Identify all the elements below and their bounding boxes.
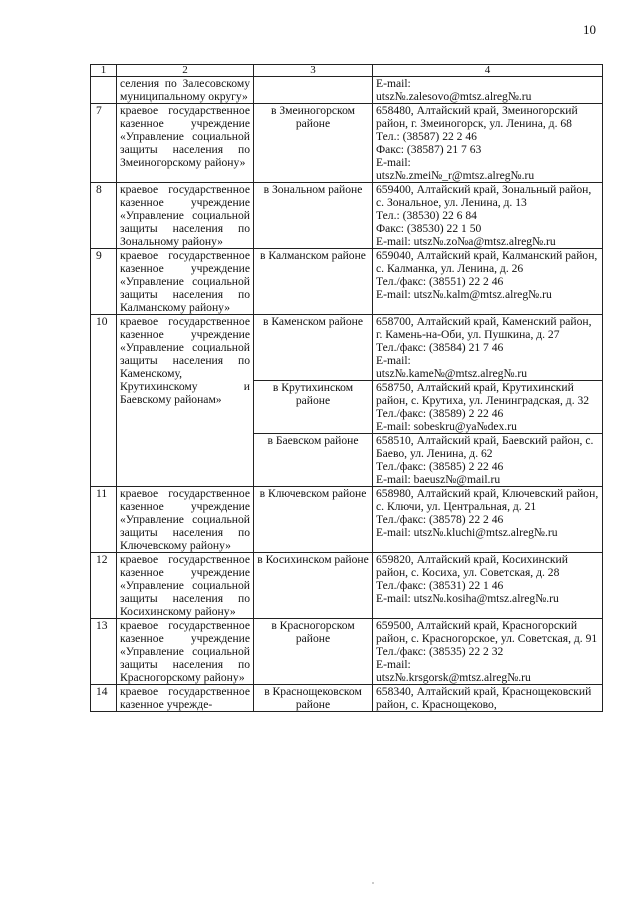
address-cell <box>373 183 603 249</box>
address-line: E-mail: utsz№.kalm@mtsz.alreg№.ru <box>376 288 552 301</box>
address-line: Тел./факс: (38535) 22 2 32 <box>376 645 504 658</box>
column-header: 4 <box>373 65 603 77</box>
district-cell: в Каменском районе <box>254 315 373 381</box>
address-cell <box>373 619 603 685</box>
address-line: E-mail: utsz№.kosiha@mtsz.alreg№.ru <box>376 592 559 605</box>
address-line: Тел./факс: (38585) 2 22 46 <box>376 460 504 473</box>
address-line: E-mail: <box>376 156 411 169</box>
district-cell: в Краснощековском районе <box>254 685 373 712</box>
institutions-table <box>90 64 603 712</box>
institution-name: краевое государственное казенное учреждение «Управление социальной защиты населения по Змеиногорскому району» <box>117 104 254 183</box>
address-cell <box>373 104 603 183</box>
address-line: 658750, Алтайский край, Крутихинский район, с. Крутиха, ул. Ленинградская, д. 32 <box>376 381 590 407</box>
district-cell: в Крутихинском районе <box>254 381 373 434</box>
table-row <box>91 619 603 685</box>
address-cell <box>373 315 603 381</box>
district-cell: в Ключевском районе <box>254 487 373 553</box>
address-line: E-mail: utsz№.zo№a@mtsz.alreg№.ru <box>376 235 556 248</box>
address-line: 658510, Алтайский край, Баевский район, с. Баево, ул. Ленина, д. 62 <box>376 434 594 460</box>
institution-name: селения по Залесовскому муниципальному округу» <box>117 77 254 104</box>
address-line: utsz№.krsgorsk@mtsz.alreg№.ru <box>376 671 531 684</box>
table-row <box>91 249 603 315</box>
address-cell <box>373 77 603 104</box>
column-header: 2 <box>117 65 254 77</box>
address-line: E-mail: baeusz№@mail.ru <box>376 473 501 486</box>
address-line: Факс: (38587) 21 7 63 <box>376 143 482 156</box>
column-header: 3 <box>254 65 373 77</box>
address-line: utsz№.zalesovo@mtsz.alreg№.ru <box>376 90 532 103</box>
institution-name: краевое государственное казенное учреждение «Управление социальной защиты населения по Косихинскому району» <box>117 553 254 619</box>
row-number: 10 <box>91 315 117 487</box>
table-row <box>91 487 603 553</box>
district-cell: в Баевском районе <box>254 434 373 487</box>
table-row <box>91 104 603 183</box>
district-cell: в Калманском районе <box>254 249 373 315</box>
table-row <box>91 183 603 249</box>
address-line: Тел./факс: (38531) 22 1 46 <box>376 579 504 592</box>
institution-name: краевое государственное казенное учрежде- <box>117 685 254 712</box>
address-line: Тел./факс: (38551) 22 2 46 <box>376 275 504 288</box>
district-cell <box>254 77 373 104</box>
institution-name: краевое государственное казенное учреждение «Управление социальной защиты населения по Каменскому, Крутихинскому и Баевскому районам» <box>117 315 254 487</box>
table-row <box>91 77 603 104</box>
address-line: utsz№.zmei№_r@mtsz.alreg№.ru <box>376 169 535 182</box>
scan-speck <box>372 882 374 884</box>
district-cell: в Змеиногорском районе <box>254 104 373 183</box>
district-cell: в Косихинском районе <box>254 553 373 619</box>
page-number: 10 <box>583 22 596 37</box>
row-number: 11 <box>91 487 117 553</box>
address-line: E-mail: <box>376 77 411 90</box>
address-line: utsz№.kame№@mtsz.alreg№.ru <box>376 367 528 380</box>
address-cell <box>373 685 603 712</box>
address-line: Факс: (38530) 22 1 50 <box>376 222 482 235</box>
institution-name: краевое государственное казенное учреждение «Управление социальной защиты населения по Ключевскому району» <box>117 487 254 553</box>
address-line: 658340, Алтайский край, Краснощековский район, с. Краснощеково, <box>376 685 592 711</box>
address-line: Тел./факс: (38578) 22 2 46 <box>376 513 504 526</box>
address-line: E-mail: utsz№.kluchi@mtsz.alreg№.ru <box>376 526 558 539</box>
table-row <box>91 315 603 381</box>
address-line: 659400, Алтайский край, Зональный район, с. Зональное, ул. Ленина, д. 13 <box>376 183 592 209</box>
address-line: 659500, Алтайский край, Красногорский район, с. Красногорское, ул. Советская, д. 91 <box>376 619 598 645</box>
address-line: Тел.: (38530) 22 6 84 <box>376 209 477 222</box>
address-line: 659820, Алтайский край, Косихинский район, с. Косиха, ул. Советская, д. 28 <box>376 553 568 579</box>
address-line: 658480, Алтайский край, Змеиногорский район, г. Змеиногорск, ул. Ленина, д. 68 <box>376 104 578 130</box>
institution-name: краевое государственное казенное учреждение «Управление социальной защиты населения по Калманскому району» <box>117 249 254 315</box>
address-line: 658980, Алтайский край, Ключевский район, с. Ключи, ул. Центральная, д. 21 <box>376 487 599 513</box>
row-number: 9 <box>91 249 117 315</box>
address-cell <box>373 434 603 487</box>
row-number: 12 <box>91 553 117 619</box>
address-line: 658700, Алтайский край, Каменский район, г. Камень-на-Оби, ул. Пушкина, д. 27 <box>376 315 592 341</box>
row-number <box>91 77 117 104</box>
institution-name: краевое государственное казенное учреждение «Управление социальной защиты населения по Красногорскому району» <box>117 619 254 685</box>
column-header: 1 <box>91 65 117 77</box>
table-header-row <box>91 65 603 77</box>
row-number: 13 <box>91 619 117 685</box>
table-row <box>91 685 603 712</box>
institution-name: краевое государственное казенное учреждение «Управление социальной защиты населения по Зональному району» <box>117 183 254 249</box>
district-cell: в Зональном районе <box>254 183 373 249</box>
address-cell <box>373 553 603 619</box>
address-cell <box>373 487 603 553</box>
address-line: Тел.: (38587) 22 2 46 <box>376 130 477 143</box>
address-line: E-mail: <box>376 658 411 671</box>
row-number: 7 <box>91 104 117 183</box>
address-line: Тел./факс: (38584) 21 7 46 <box>376 341 504 354</box>
address-cell <box>373 381 603 434</box>
row-number: 8 <box>91 183 117 249</box>
address-line: E-mail: <box>376 354 411 367</box>
row-number: 14 <box>91 685 117 712</box>
address-line: Тел./факс: (38589) 2 22 46 <box>376 407 504 420</box>
address-cell <box>373 249 603 315</box>
address-line: 659040, Алтайский край, Калманский район, с. Калманка, ул. Ленина, д. 26 <box>376 249 598 275</box>
address-line: E-mail: sobeskru@ya№dex.ru <box>376 420 517 433</box>
table-row <box>91 553 603 619</box>
district-cell: в Красногорском районе <box>254 619 373 685</box>
